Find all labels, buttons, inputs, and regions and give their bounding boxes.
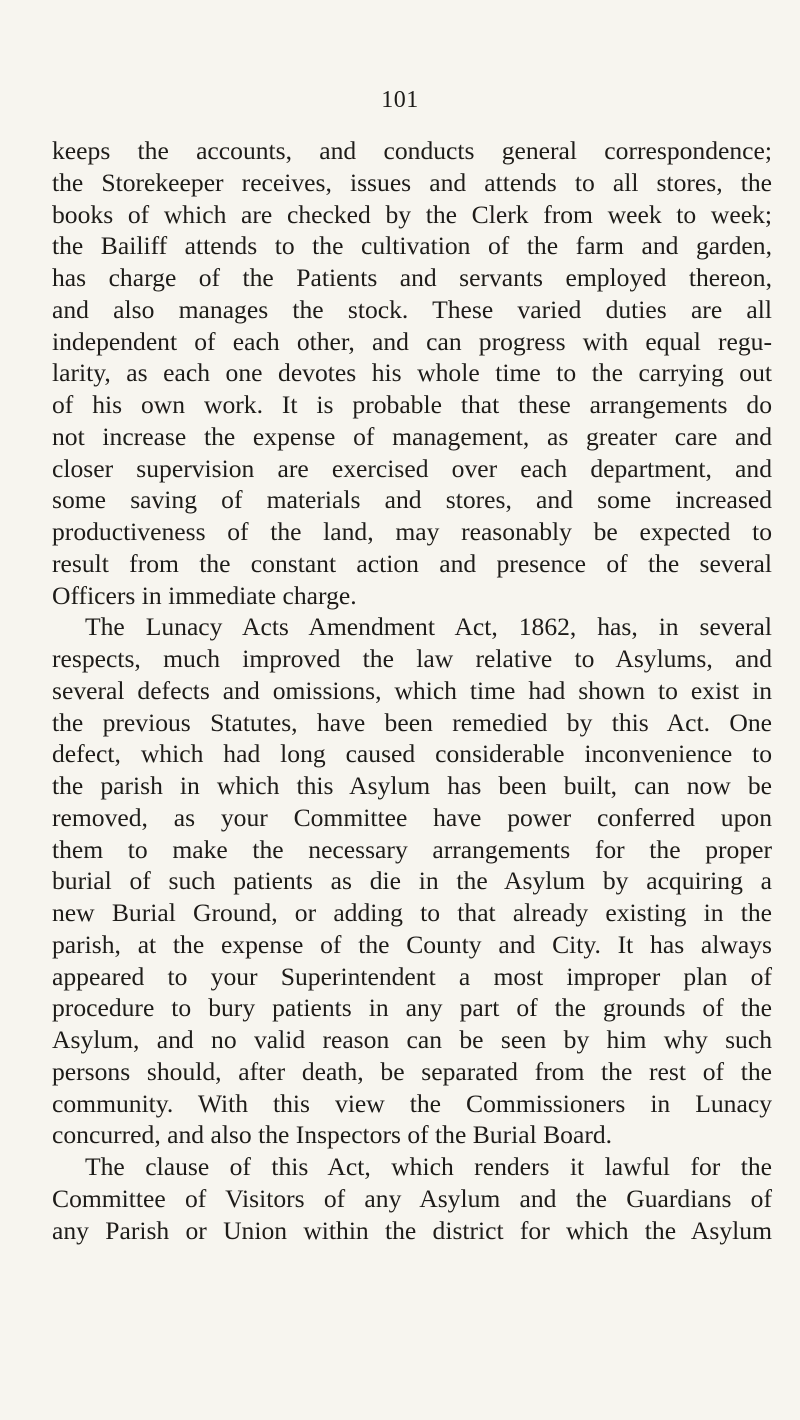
text-line: keeps the accounts, and conducts general correspondence; bbox=[52, 136, 772, 165]
text-line: The clause of this Act, which renders it lawful for the bbox=[85, 1152, 772, 1181]
text-line: burial of such patients as die in the Asylum by acquiring a bbox=[52, 866, 772, 895]
text-line: closer supervision are exercised over each department, and bbox=[52, 454, 772, 483]
text-line: parish, at the expense of the County and City. It has always bbox=[52, 930, 772, 959]
text-line: Asylum, and no valid reason can be seen by him why such bbox=[52, 1025, 772, 1054]
text-line: The Lunacy Acts Amendment Act, 1862, has, in several bbox=[85, 612, 772, 641]
text-line: of his own work. It is probable that these arrangements do bbox=[52, 390, 772, 419]
text-line: result from the constant action and presence of the several bbox=[52, 549, 772, 578]
text-line: persons should, after death, be separated from the rest of the bbox=[52, 1057, 772, 1086]
text-line: Officers in immediate charge. bbox=[52, 581, 357, 610]
text-line: productiveness of the land, may reasonably be expected to bbox=[52, 517, 772, 546]
text-line: new Burial Ground, or adding to that already existing in the bbox=[52, 898, 772, 927]
text-line: larity, as each one devotes his whole time to the carrying out bbox=[52, 358, 772, 387]
text-line: concurred, and also the Inspectors of the Burial Board. bbox=[52, 1120, 613, 1149]
text-line: defect, which had long caused considerable inconvenience to bbox=[52, 739, 772, 768]
text-line: independent of each other, and can progress with equal regu- bbox=[52, 327, 772, 356]
text-line: not increase the expense of management, as greater care and bbox=[52, 422, 772, 451]
text-line: several defects and omissions, which time had shown to exist in bbox=[52, 676, 772, 705]
text-line: respects, much improved the law relative to Asylums, and bbox=[52, 644, 772, 673]
text-line: Committee of Visitors of any Asylum and the Guardians of bbox=[52, 1184, 772, 1213]
text-line: the Bailiff attends to the cultivation of the farm and garden, bbox=[52, 231, 772, 260]
text-line: community. With this view the Commissioners in Lunacy bbox=[52, 1089, 772, 1118]
text-line: removed, as your Committee have power conferred upon bbox=[52, 803, 772, 832]
text-line: books of which are checked by the Clerk from week to week; bbox=[52, 200, 772, 229]
text-line: procedure to bury patients in any part of the grounds of the bbox=[52, 993, 772, 1022]
text-line: the Storekeeper receives, issues and attends to all stores, the bbox=[52, 168, 772, 197]
text-line: the previous Statutes, have been remedied by this Act. One bbox=[52, 708, 772, 737]
text-line: has charge of the Patients and servants employed thereon, bbox=[52, 263, 772, 292]
text-line: the parish in which this Asylum has been built, can now be bbox=[52, 771, 772, 800]
text-line: them to make the necessary arrangements for the proper bbox=[52, 835, 772, 864]
text-line: and also manages the stock. These varied duties are all bbox=[52, 295, 772, 324]
page-number: 101 bbox=[381, 87, 419, 113]
text-line: some saving of materials and stores, and some increased bbox=[52, 485, 772, 514]
text-line: any Parish or Union within the district for which the Asylum bbox=[52, 1216, 772, 1245]
text-line: appeared to your Superintendent a most improper plan of bbox=[52, 962, 772, 991]
